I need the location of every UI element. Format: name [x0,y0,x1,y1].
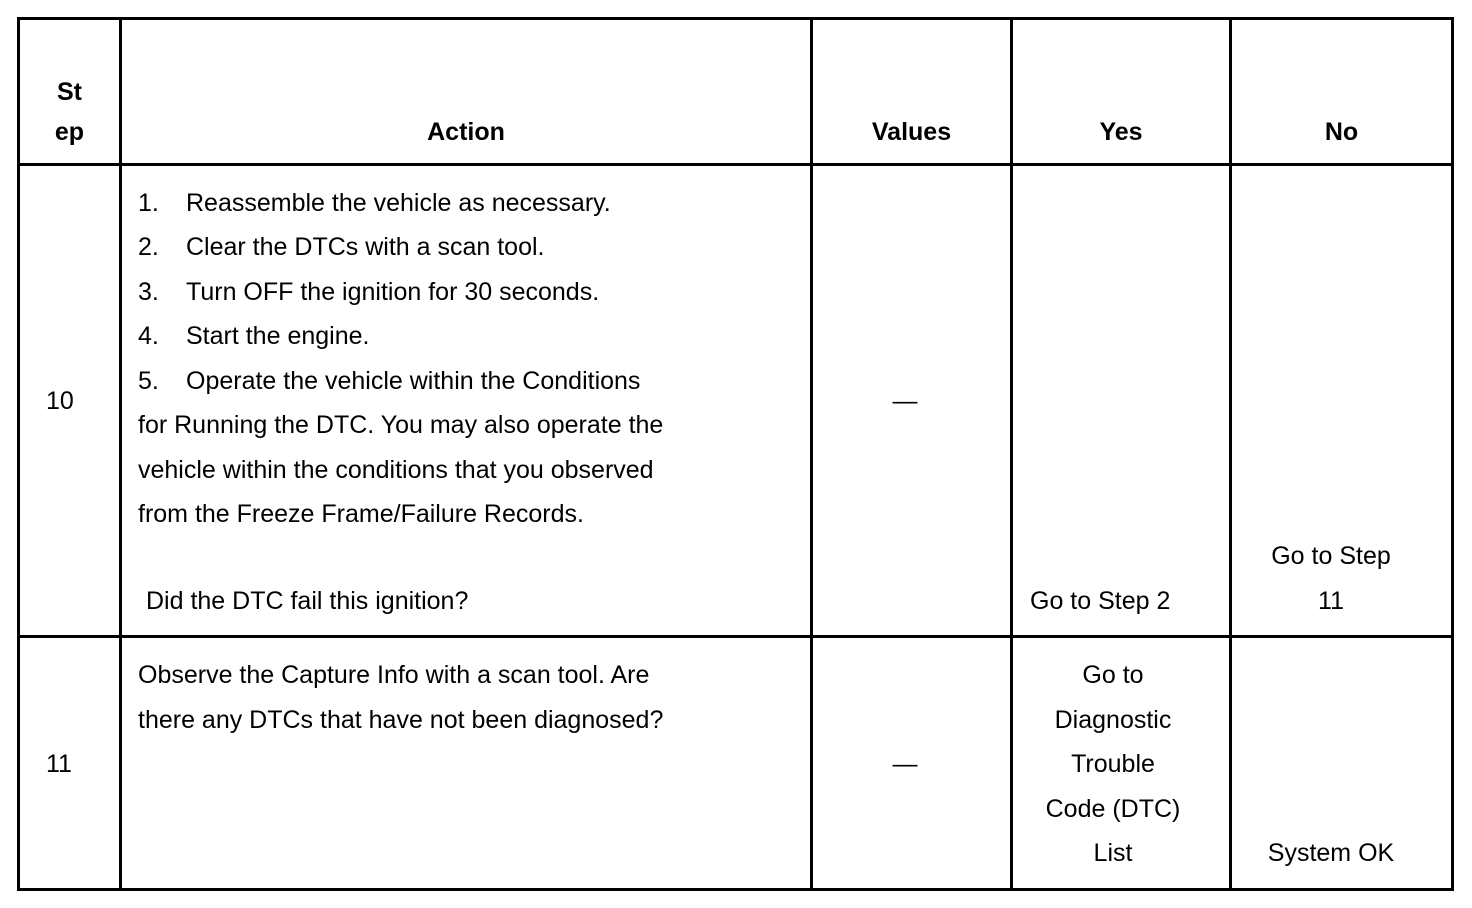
row-11-action-line2: there any DTCs that have not been diagnosed? [138,706,664,734]
action-question: Did the DTC fail this ignition? [146,587,469,615]
list-item-number: 4. [138,322,159,350]
list-item [138,181,611,226]
list-item-text: Turn OFF the ignition for 30 seconds. [186,278,600,306]
list-item [138,314,369,359]
row-10-values: — [892,387,918,415]
list-item-text: Reassemble the vehicle as necessary. [186,189,611,217]
list-item [138,225,544,270]
continuation-line: for Running the DTC. You may also operate the [138,411,664,439]
row-10-yes: Go to Step 2 [1030,587,1171,615]
list-item-text: Start the engine. [186,322,370,350]
list-item-number: 1. [138,189,159,217]
row-10-no-line2: 11 [1318,587,1344,615]
row-11-no: System OK [1267,839,1395,867]
list-item-number: 2. [138,233,159,261]
continuation-line: from the Freeze Frame/Failure Records. [138,500,584,528]
yes-line: Go to [1082,661,1144,689]
row-11-values: — [892,750,918,778]
header-divider [17,163,1454,166]
row-10-step: 10 [46,387,74,415]
header-step-line1: St [57,78,82,106]
list-item [138,359,640,404]
row-10-no-line1: Go to Step [1271,542,1391,570]
header-action: Action [427,118,505,146]
list-item-number: 3. [138,278,159,306]
list-item-text: Operate the vehicle within the Conditions [186,367,641,395]
yes-line: List [1093,839,1133,867]
table-border-top [17,17,1454,20]
list-item-number: 5. [138,367,159,395]
list-item [138,270,599,315]
header-no: No [1324,118,1359,146]
yes-line: Diagnostic [1054,706,1172,734]
header-step [20,72,119,152]
yes-line: Code (DTC) [1045,795,1181,823]
header-step-line2: ep [54,118,85,146]
row-11-step: 11 [46,750,72,778]
header-values: Values [871,118,952,146]
table-border-right [1451,17,1454,891]
header-yes: Yes [1099,118,1143,146]
row-11-action-line1: Observe the Capture Info with a scan tool. Are [138,661,650,689]
continuation-line: vehicle within the conditions that you observed [138,456,654,484]
list-item-text: Clear the DTCs with a scan tool. [186,233,545,261]
table-border-bottom [17,888,1454,891]
row-divider [17,635,1454,638]
yes-line: Trouble [1071,750,1155,778]
